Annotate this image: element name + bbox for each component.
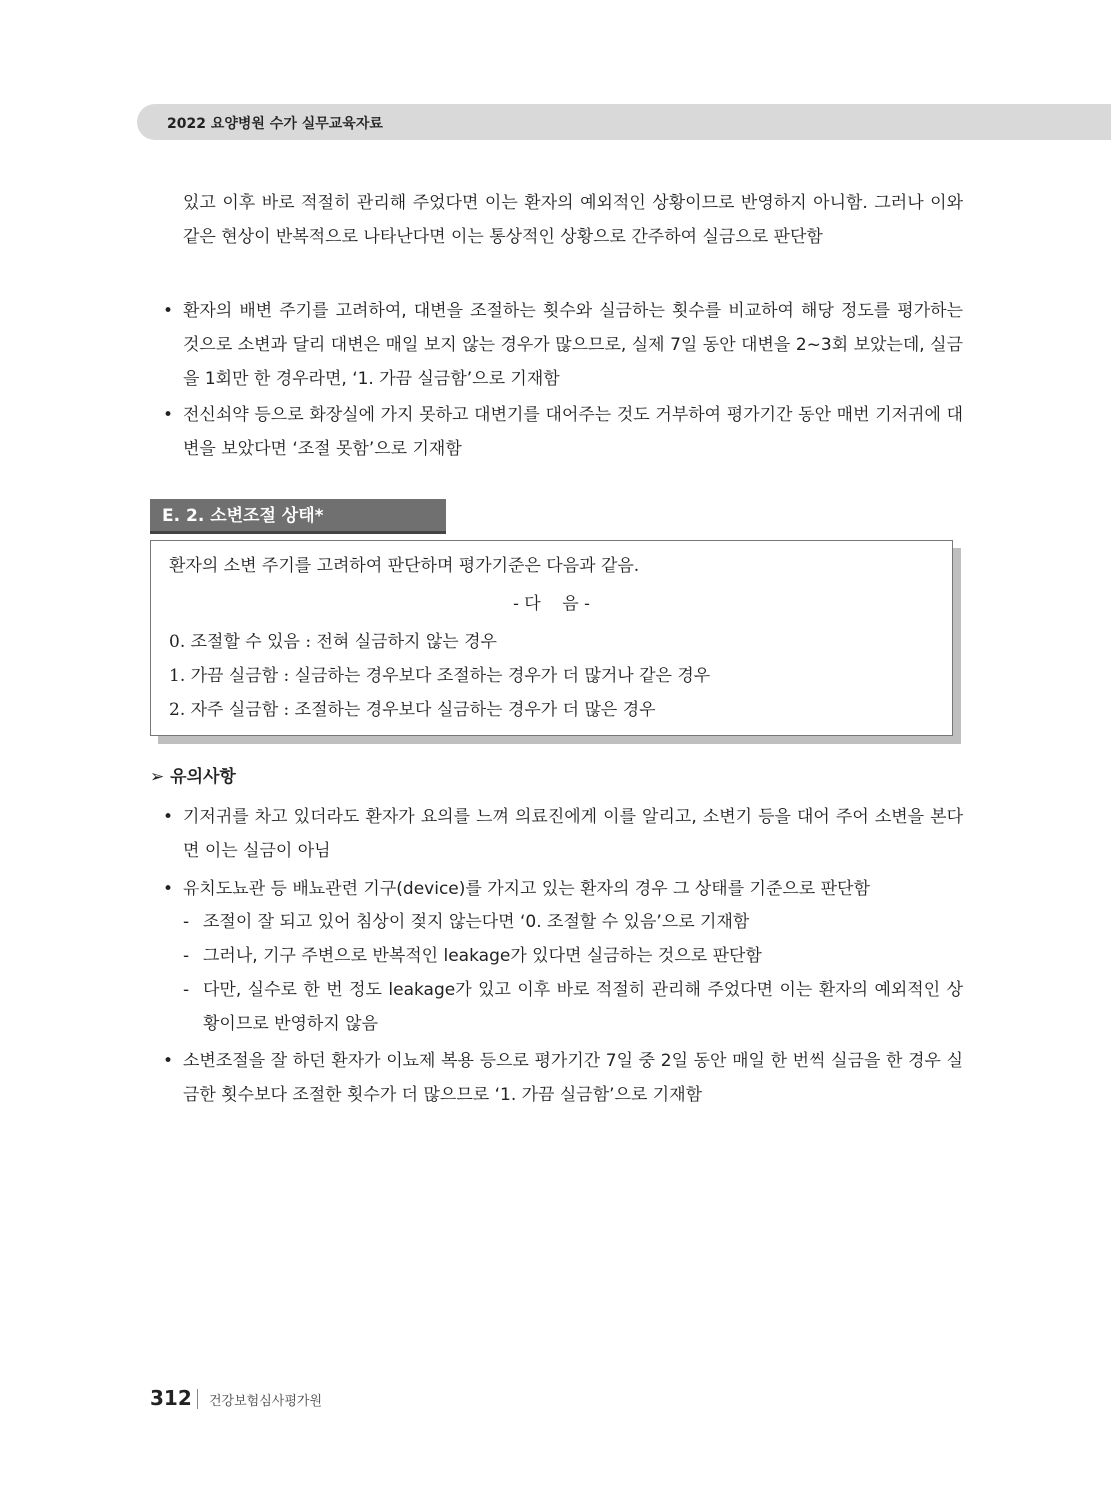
notes-bullet-2: 유치도뇨관 등 배뇨관련 기구(device)를 가지고 있는 환자의 경우 그 상태를 기준으로 판단함 <box>183 879 870 899</box>
bullet-marker: • <box>163 405 174 425</box>
criteria-box <box>150 540 953 736</box>
footer-organization: 건강보험심사평가원 <box>209 1394 323 1409</box>
criteria-heading: - 다 음 - <box>513 594 590 614</box>
criteria-item-2: 2. 자주 실금함 : 조절하는 경우보다 실금하는 경우가 더 많은 경우 <box>169 700 656 720</box>
notes-bullet-1: 기저귀를 차고 있더라도 환자가 요의를 느껴 의료진에게 이를 알리고, 소변기 등을 대어 주어 소변을 본다면 이는 실금이 아님 <box>183 807 963 861</box>
intro-bullet-1: 환자의 배변 주기를 고려하여, 대변을 조절하는 횟수와 실금하는 횟수를 비교하여 해당 정도를 평가하는 것으로 소변과 달리 대변은 매일 보지 않는 경우가 많으므로, 실제 7일 동안 대변을 2~3회 보았는데, 실금을 1회만 한 경우라면, ‘1. 가끔 실금함’으로 기재함 <box>183 301 963 389</box>
bullet-marker: • <box>163 301 174 321</box>
section-title-underline <box>150 531 446 534</box>
notes-heading: ➢ 유의사항 <box>150 767 236 787</box>
bullet-marker: • <box>163 879 174 899</box>
notes-dash-item-1: 그러나, 기구 주변으로 반복적인 leakage가 있다면 실금하는 것으로 판단함 <box>203 946 762 966</box>
criteria-item-0: 0. 조절할 수 있음 : 전혀 실금하지 않는 경우 <box>169 632 497 652</box>
notes-bullet-3: 소변조절을 잘 하던 환자가 이뇨제 복용 등으로 평가기간 7일 중 2일 동안 매일 한 번씩 실금을 한 경우 실금한 횟수보다 조절한 횟수가 더 많으므로 ‘1. 가끔 실금함’으로 기재함 <box>183 1051 963 1105</box>
criteria-item-1: 1. 가끔 실금함 : 실금하는 경우보다 조절하는 경우가 더 많거나 같은 경우 <box>169 666 711 686</box>
dash-marker: - <box>183 912 190 932</box>
intro-bullet-2: 전신쇠약 등으로 화장실에 가지 못하고 대변기를 대어주는 것도 거부하여 평가기간 동안 매번 기저귀에 대변을 보았다면 ‘조절 못함’으로 기재함 <box>183 405 963 459</box>
page-number: 312 <box>150 1386 192 1410</box>
dash-marker: - <box>183 980 190 1000</box>
criteria-intro: 환자의 소변 주기를 고려하여 판단하며 평가기준은 다음과 같음. <box>169 556 640 576</box>
notes-dash-item-2: 다만, 실수로 한 번 정도 leakage가 있고 이후 바로 적절히 관리해 주었다면 이는 환자의 예외적인 상황이므로 반영하지 않음 <box>203 980 963 1034</box>
notes-dash-item-0: 조절이 잘 되고 있어 침상이 젖지 않는다면 ‘0. 조절할 수 있음’으로 기재함 <box>203 912 750 932</box>
bullet-marker: • <box>163 1051 174 1071</box>
running-header-title: 2022 요양병원 수가 실무교육자료 <box>167 116 383 132</box>
footer-divider <box>197 1389 198 1409</box>
bullet-marker: • <box>163 807 174 827</box>
intro-continuation-paragraph: 있고 이후 바로 적절히 관리해 주었다면 이는 환자의 예외적인 상황이므로 반영하지 아니함. 그러나 이와 같은 현상이 반복적으로 나타난다면 이는 통상적인 상황으로 간주하여 실금으로 판단함 <box>183 193 963 247</box>
section-title: E. 2. 소변조절 상태* <box>150 499 446 533</box>
dash-marker: - <box>183 946 190 966</box>
